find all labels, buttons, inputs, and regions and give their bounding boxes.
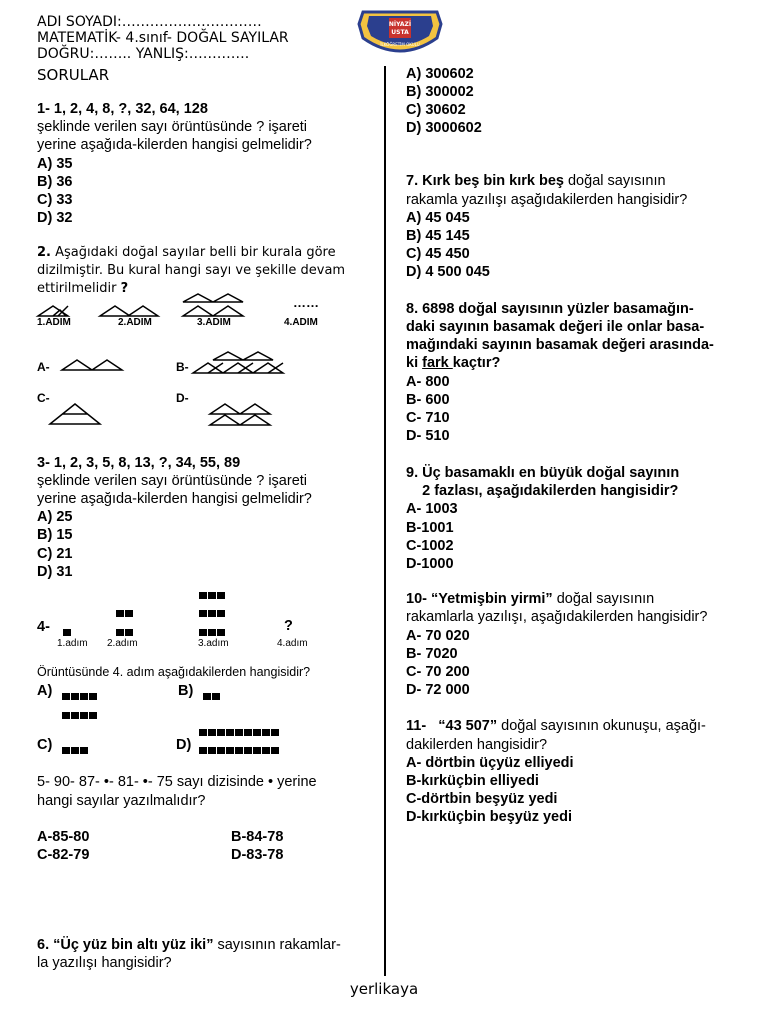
q5-option-a: A-85-80 bbox=[37, 829, 90, 845]
q2-line2: dizilmiştir. Bu kural hangi sayı ve şekille devam bbox=[37, 263, 346, 278]
q4-step-4-label: 4.adım bbox=[277, 638, 308, 649]
logo-text: NİYAZİ bbox=[388, 21, 412, 28]
column-divider bbox=[384, 66, 386, 976]
q6-option-b: B) 300002 bbox=[406, 84, 474, 100]
q10-option-b: B- 7020 bbox=[406, 646, 458, 662]
name-line: ADI SOYADI:………………………… bbox=[37, 14, 262, 30]
q4-step-3-label: 3.adım bbox=[198, 638, 229, 649]
school-logo bbox=[355, 4, 445, 58]
q4-option-b-row2 bbox=[199, 723, 280, 741]
q10-line2: rakamlarla yazılışı, aşağıdakilerden hangisidir? bbox=[406, 609, 708, 625]
q9-line1: 9. Üç basamaklı en büyük doğal sayının bbox=[406, 465, 680, 481]
q9-option-c: C-1002 bbox=[406, 538, 454, 554]
q7-option-b: B) 45 145 bbox=[406, 228, 470, 244]
q4-step3-row2 bbox=[199, 604, 226, 622]
q3-option-c: C) 21 bbox=[37, 546, 73, 562]
q5-option-d: D-83-78 bbox=[231, 847, 284, 863]
q4-option-d-figure bbox=[199, 741, 280, 759]
q8-line4: ki fark kaçtır? bbox=[406, 355, 501, 371]
subject-line: MATEMATİK- 4.sınıf- DOĞAL SAYILAR bbox=[37, 30, 289, 46]
q9-option-d: D-1000 bbox=[406, 556, 454, 572]
q3-title: 3- 1, 2, 3, 5, 8, 13, ?, 34, 55, 89 bbox=[37, 455, 241, 471]
q3-line3: yerine aşağıda-kilerden hangisi gelmelidir? bbox=[37, 491, 312, 507]
q2-step-1: 1.ADIM bbox=[37, 317, 71, 328]
q2-step-4: 4.ADIM bbox=[284, 317, 318, 328]
q11-option-a: A- dörtbin üçyüz elliyedi bbox=[406, 755, 574, 771]
q2-line3: ettirilmelidir ? bbox=[37, 281, 129, 296]
q9-line2: 2 fazlası, aşağıdakilerden hangisidir? bbox=[406, 483, 679, 499]
q9-option-b: B-1001 bbox=[406, 520, 454, 536]
q4-qmark: ? bbox=[284, 618, 293, 634]
q5-line1: 5- 90- 87- •- 81- •- 75 sayı dizisinde • yerine bbox=[37, 774, 317, 790]
logo-sub: İLKÖĞRETİM OKULU bbox=[380, 42, 420, 47]
q3-option-a: A) 25 bbox=[37, 509, 73, 525]
score-line: DOĞRU:…….. YANLIŞ:…………. bbox=[37, 46, 250, 62]
q1-line2: şeklinde verilen sayı örüntüsünde ? işareti bbox=[37, 119, 308, 135]
q8-option-d: D- 510 bbox=[406, 428, 450, 444]
q2-option-b: B- bbox=[176, 360, 189, 374]
svg-text:USTA: USTA bbox=[391, 29, 409, 36]
q11-option-c: C-dörtbin beşyüz yedi bbox=[406, 791, 558, 807]
q4-option-c: C) bbox=[37, 737, 53, 753]
q2-option-c: C- bbox=[37, 391, 50, 405]
q1-line3: yerine aşağıda-kilerden hangisi gelmelidir? bbox=[37, 137, 312, 153]
footer-author: yerlikaya bbox=[349, 980, 419, 998]
q6-line1: 6. “Üç yüz bin altı yüz iki” sayısının rakamlar- bbox=[37, 937, 341, 953]
q5-line2: hangi sayılar yazılmalıdır? bbox=[37, 793, 206, 809]
q2-step-3: 3.ADIM bbox=[197, 317, 231, 328]
q11-line2: dakilerden hangisidir? bbox=[406, 737, 548, 753]
q1-title: 1- 1, 2, 4, 8, ?, 32, 64, 128 bbox=[37, 101, 208, 117]
q4-option-a-row1 bbox=[62, 687, 98, 705]
q2-step-2: 2.ADIM bbox=[118, 317, 152, 328]
q2-dots: …… bbox=[293, 295, 319, 310]
q10-option-d: D- 72 000 bbox=[406, 682, 470, 698]
q4-step-2-label: 2.adım bbox=[107, 638, 138, 649]
q7-option-a: A) 45 045 bbox=[406, 210, 470, 226]
q1-option-b: B) 36 bbox=[37, 174, 73, 190]
q4-step3-row1 bbox=[199, 586, 226, 604]
q4-step2-row1 bbox=[116, 604, 134, 622]
q11-line1: 11- “43 507” doğal sayısının okunuşu, aşağı- bbox=[406, 718, 706, 734]
q11-option-d: D-kırküçbin beşyüz yedi bbox=[406, 809, 572, 825]
q7-option-c: C) 45 450 bbox=[406, 246, 470, 262]
q8-option-c: C- 710 bbox=[406, 410, 450, 426]
q2-line1: 2. Aşağıdaki doğal sayılar belli bir kurala göre bbox=[37, 245, 336, 260]
q3-option-b: B) 15 bbox=[37, 527, 73, 543]
q4-number: 4- bbox=[37, 619, 50, 635]
q7-line2: rakamla yazılışı aşağıdakilerden hangisidir? bbox=[406, 192, 688, 208]
q4-option-c-figure bbox=[62, 741, 89, 759]
q1-option-d: D) 32 bbox=[37, 210, 73, 226]
q4-option-a-row2 bbox=[62, 706, 98, 724]
q7-option-d: D) 4 500 045 bbox=[406, 264, 490, 280]
q2-option-d: D- bbox=[176, 391, 189, 405]
q4-step-1-label: 1.adım bbox=[57, 638, 88, 649]
q4-option-b-figure bbox=[203, 687, 221, 705]
q8-line1: 8. 6898 doğal sayısının yüzler basamağın- bbox=[406, 301, 694, 317]
q5-option-b: B-84-78 bbox=[231, 829, 284, 845]
q3-option-d: D) 31 bbox=[37, 564, 73, 580]
sorular-heading: SORULAR bbox=[37, 66, 110, 84]
q8-option-a: A- 800 bbox=[406, 374, 450, 390]
q8-line2: daki sayının basamak değeri ile onlar basa- bbox=[406, 319, 705, 335]
q10-option-c: C- 70 200 bbox=[406, 664, 470, 680]
q10-option-a: A- 70 020 bbox=[406, 628, 470, 644]
q7-line1: 7. Kırk beş bin kırk beş doğal sayısının bbox=[406, 173, 666, 189]
q6-option-d: D) 3000602 bbox=[406, 120, 482, 136]
q6-line2: la yazılışı hangisidir? bbox=[37, 955, 172, 971]
q5-option-c: C-82-79 bbox=[37, 847, 90, 863]
q1-option-a: A) 35 bbox=[37, 156, 73, 172]
q10-line1: 10- “Yetmişbin yirmi” doğal sayısının bbox=[406, 591, 655, 607]
q4-option-b: B) bbox=[178, 683, 194, 699]
q9-option-a: A- 1003 bbox=[406, 501, 458, 517]
q1-option-c: C) 33 bbox=[37, 192, 73, 208]
q4-option-a: A) bbox=[37, 683, 53, 699]
q8-option-b: B- 600 bbox=[406, 392, 450, 408]
q3-line2: şeklinde verilen sayı örüntüsünde ? işareti bbox=[37, 473, 308, 489]
q4-question: Örüntüsünde 4. adım aşağıdakilerden hangisidir? bbox=[37, 665, 311, 679]
q8-line3: mağındaki sayının basamak değeri arasında- bbox=[406, 337, 714, 353]
q4-option-d: D) bbox=[176, 737, 192, 753]
q2-option-a: A- bbox=[37, 360, 50, 374]
q6-option-a: A) 300602 bbox=[406, 66, 474, 82]
q6-option-c: C) 30602 bbox=[406, 102, 466, 118]
q11-option-b: B-kırküçbin elliyedi bbox=[406, 773, 539, 789]
